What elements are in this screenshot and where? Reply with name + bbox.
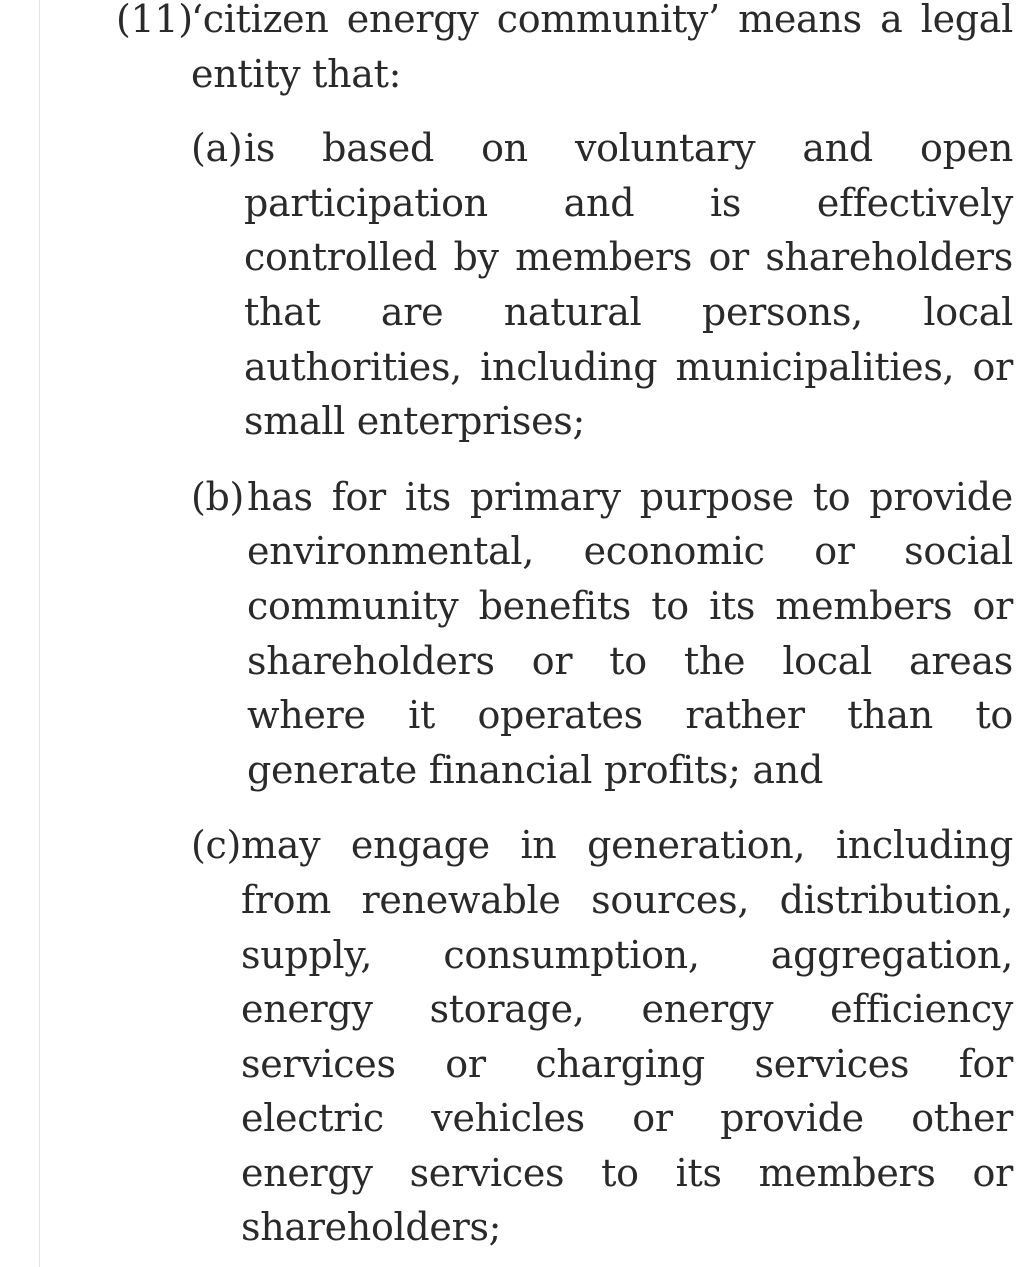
article-number: (11) [116,0,193,41]
point-b [191,470,1013,798]
definition-heading [116,0,1013,101]
point-c [191,818,1013,1255]
point-text: has for its primary purpose to provide environmental, economic or social community benefits to its members or shareholders or to the local areas where it operates rather than to generate financial profits; and [247,474,1013,792]
article-text: ‘citizen energy community’ means a legal entity that: [191,0,1013,96]
point-label: (c) [191,823,242,868]
point-label: (a) [191,126,243,171]
point-a [191,121,1013,449]
point-text: is based on voluntary and open participation and is effectively controlled by members or shareholders that are natural persons, local authorities, including municipalities, or small enterprises; [244,126,1013,444]
point-list [191,121,1013,1255]
point-text: may engage in generation, including from renewable sources, distribution, supply, consumption, aggregation, energy storage, energy efficiency services or charging services for electric vehicles or provide other energy services to its members or shareholders; [241,823,1013,1250]
left-margin-rule [39,0,40,1267]
point-label: (b) [191,474,245,519]
definition-article [116,0,1013,1267]
